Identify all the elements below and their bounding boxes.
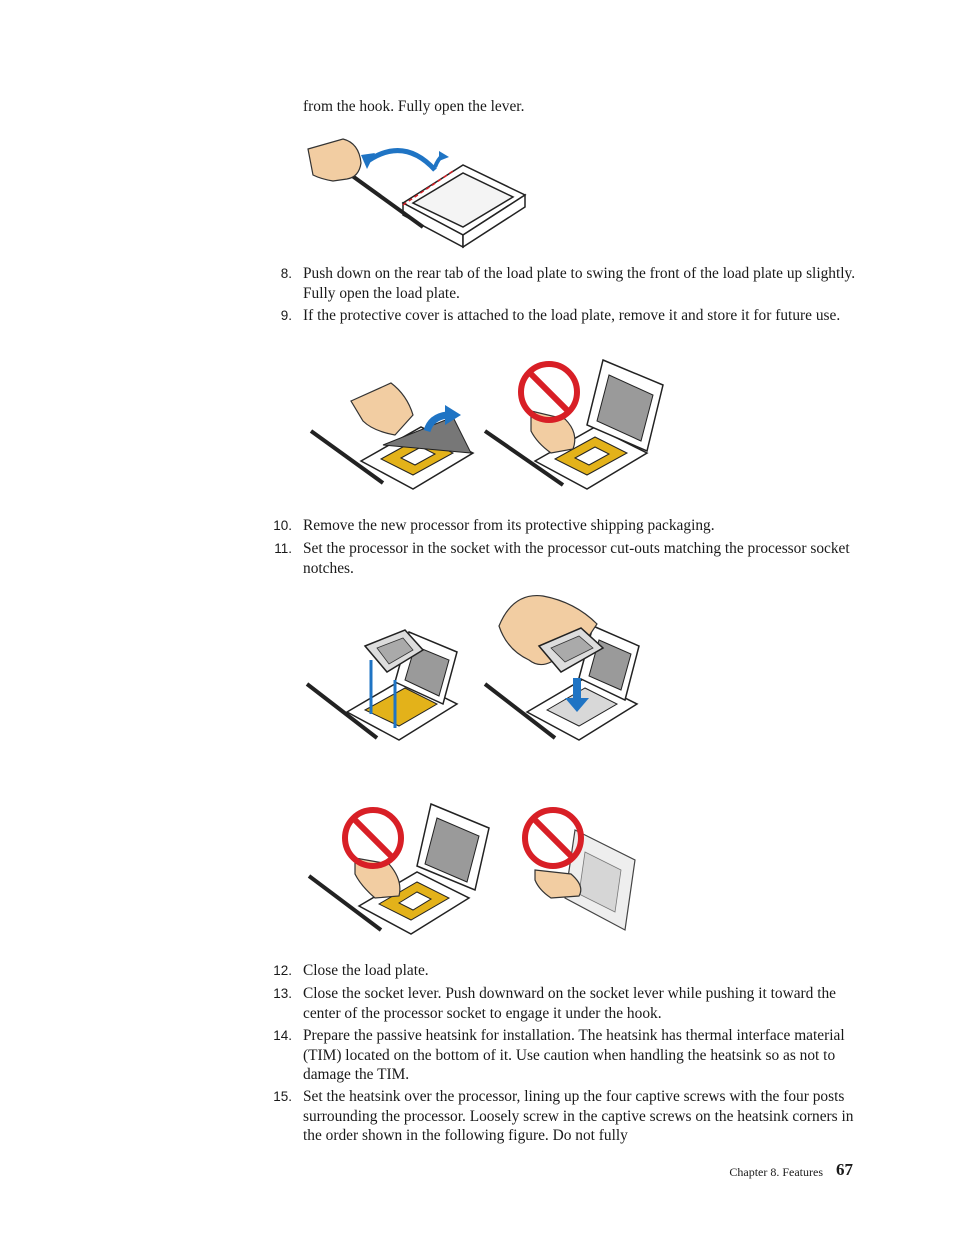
continuation-text: from the hook. Fully open the lever. [303, 98, 525, 115]
figure-open-lever [303, 135, 533, 255]
socket-left [311, 383, 473, 489]
socket-right [485, 596, 639, 740]
step-10-text: Remove the new processor from its protective shipping packaging. [303, 517, 715, 534]
curved-arrow-icon [365, 151, 435, 170]
step-9-number: 9. [280, 308, 292, 323]
step-13-text: Close the socket lever. Push downward on the socket lever while pushing it toward the center of the processor socket to engage it under the hook. [303, 985, 837, 1022]
step-15-number: 15. [273, 1089, 292, 1104]
socket-right [485, 360, 663, 489]
step-15-text: Set the heatsink over the processor, lining up the four captive screws with the four posts surrounding the processor. Loosely screw in the captive screws on the heatsink corners in the order shown in the following figure. Do not fully [303, 1088, 854, 1144]
processor-underside [525, 810, 635, 930]
down-arrow-icon [573, 678, 581, 700]
step-11-number: 11. [274, 541, 292, 556]
page-number: 67 [836, 1160, 853, 1179]
socket-left [307, 630, 457, 740]
step-14-number: 14. [273, 1028, 292, 1043]
step-10-number: 10. [273, 518, 292, 533]
step-14-text: Prepare the passive heatsink for installation. The heatsink has thermal interface material (TIM) located on the bottom of it. Use caution when handling the heatsink so as not to damage the TIM. [303, 1027, 845, 1083]
step-12-text: Close the load plate. [303, 962, 429, 979]
step-13-number: 13. [273, 986, 292, 1001]
figure-prohibited-handling [303, 800, 648, 950]
prohibited-icon [525, 810, 581, 866]
prohibited-icon [345, 810, 401, 866]
prohibited-icon [521, 364, 577, 420]
figure-set-processor [303, 590, 648, 755]
step-8-text: Push down on the rear tab of the load plate to swing the front of the load plate up slightly. Fully open the load plate. [303, 265, 856, 302]
figure-remove-cover [303, 355, 673, 505]
step-11-text: Set the processor in the socket with the processor cut-outs matching the processor socket notches. [303, 540, 850, 577]
step-12-number: 12. [273, 963, 292, 978]
socket-illustration [403, 165, 525, 247]
hand-icon [351, 383, 413, 435]
footer-chapter: Chapter 8. Features [729, 1165, 823, 1179]
hand-icon [308, 139, 361, 181]
step-9-text: If the protective cover is attached to the load plate, remove it and store it for future use. [303, 307, 841, 324]
socket-left [309, 804, 489, 934]
step-8-number: 8. [280, 266, 292, 281]
